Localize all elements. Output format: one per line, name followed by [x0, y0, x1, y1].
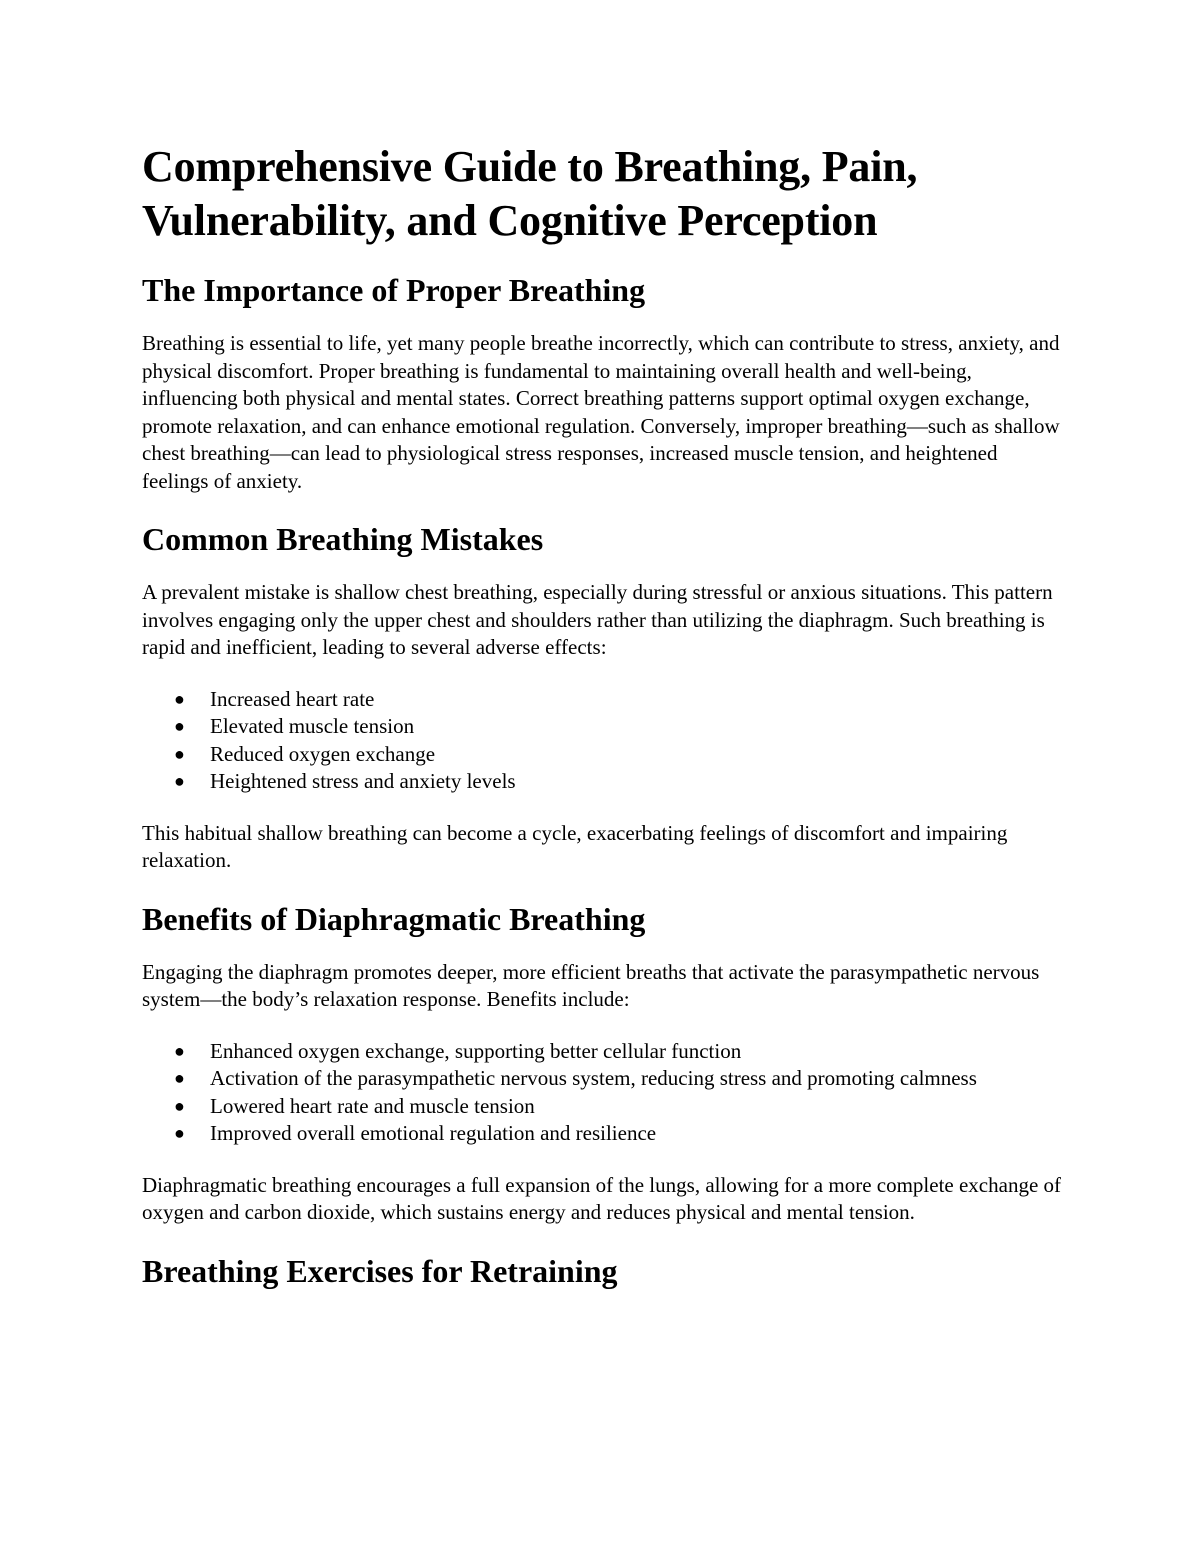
section-paragraph: Breathing is essential to life, yet many people breathe incorrectly, which can contribute to stress, anxiety, and physical discomfort. Proper breathing is fundamental to maintaining overall health and well-being, influencing both physical and mental states. Correct breathing patterns support optimal oxygen exchange, promote relaxation, and can enhance emotional regulation. Conversely, improper breathing—such as shallow chest breathing—can lead to physiological stress responses, increased muscle tension, and heightened feelings of anxiety.	[142, 331, 1060, 493]
bullet-icon: ●	[174, 1123, 185, 1143]
bullet-list	[142, 1038, 1062, 1148]
list-item: ● Lowered heart rate and muscle tension	[142, 1093, 1062, 1121]
document-page	[142, 140, 1062, 1311]
bullet-icon: ●	[174, 771, 185, 791]
section-heading: The Importance of Proper Breathing	[142, 272, 646, 308]
section-heading: Benefits of Diaphragmatic Breathing	[142, 900, 646, 937]
list-item: ● Improved overall emotional regulation and resilience	[142, 1120, 1062, 1148]
bullet-list	[142, 686, 1062, 796]
bullet-icon: ●	[174, 1040, 185, 1061]
document-title: Comprehensive Guide to Breathing, Pain, Vulnerability, and Cognitive Perception	[142, 142, 918, 245]
section-breathing-exercises	[142, 1251, 1062, 1291]
section-heading: Breathing Exercises for Retraining	[142, 1252, 618, 1289]
section-intro-paragraph: Engaging the diaphragm promotes deeper, more efficient breaths that activate the parasympathetic nervous system—the body’s relaxation response. Benefits include:	[142, 959, 1040, 1011]
list-item: ● Heightened stress and anxiety levels	[142, 768, 1062, 796]
section-heading: Common Breathing Mistakes	[142, 521, 544, 557]
list-item: ● Elevated muscle tension	[142, 713, 1062, 741]
section-outro-paragraph: This habitual shallow breathing can become a cycle, exacerbating feelings of discomfort and impairing relaxation.	[142, 820, 1008, 872]
bullet-icon: ●	[174, 1068, 185, 1088]
bullet-icon: ●	[174, 743, 185, 764]
bullet-icon: ●	[174, 716, 185, 736]
bullet-icon: ●	[174, 688, 185, 709]
list-item: ● Enhanced oxygen exchange, supporting better cellular function	[142, 1038, 1062, 1066]
section-common-mistakes	[142, 519, 1062, 875]
list-item: ● Activation of the parasympathetic nervous system, reducing stress and promoting calmness	[142, 1065, 1062, 1093]
section-outro-paragraph: Diaphragmatic breathing encourages a full expansion of the lungs, allowing for a more complete exchange of oxygen and carbon dioxide, which sustains energy and reduces physical and mental tension.	[142, 1172, 1062, 1224]
section-importance-of-breathing	[142, 270, 1062, 495]
list-item: ● Increased heart rate	[142, 686, 1062, 714]
list-item: ● Reduced oxygen exchange	[142, 741, 1062, 769]
section-intro-paragraph: A prevalent mistake is shallow chest breathing, especially during stressful or anxious situations. This pattern involves engaging only the upper chest and shoulders rather than utilizing the diaphragm. Such breathing is rapid and inefficient, leading to several adverse effects:	[142, 580, 1053, 659]
bullet-icon: ●	[174, 1095, 185, 1116]
section-diaphragmatic-benefits	[142, 899, 1062, 1227]
